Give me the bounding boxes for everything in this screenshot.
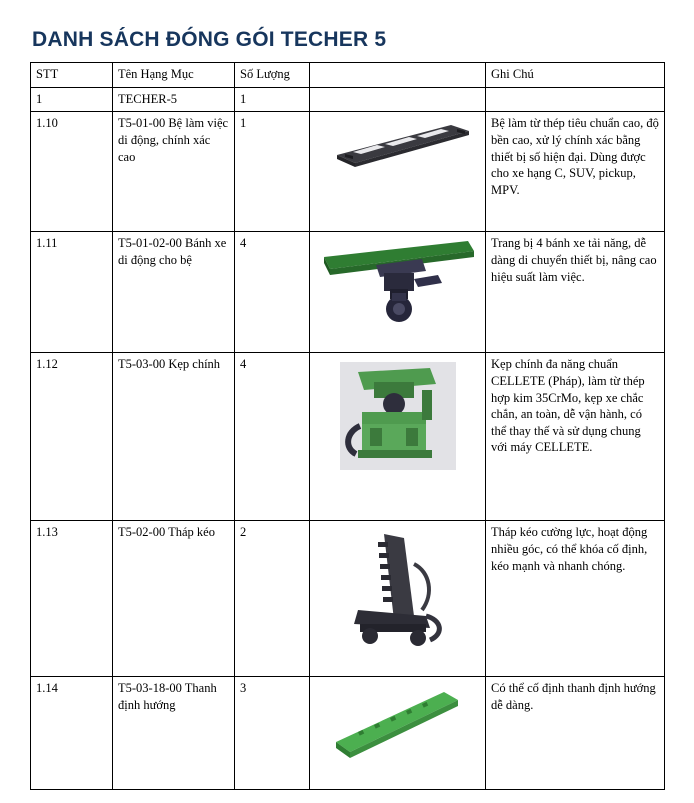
cell-qty: 4	[235, 232, 310, 353]
column-header-note: Ghi Chú	[486, 63, 665, 88]
cell-note	[486, 87, 665, 112]
cell-name: T5-02-00 Tháp kéo	[113, 521, 235, 677]
cell-name: T5-01-00 Bệ làm việc di động, chính xác cao	[113, 112, 235, 232]
cell-note: Có thể cố định thanh định hướng dễ dàng.	[486, 677, 665, 790]
pulling-tower-photo	[315, 524, 480, 656]
table-row	[31, 677, 665, 790]
cell-note: Trang bị 4 bánh xe tải năng, dễ dàng di chuyển thiết bị, nâng cao hiệu suất làm việc.	[486, 232, 665, 353]
cell-image	[310, 232, 486, 353]
cell-qty: 4	[235, 353, 310, 521]
pulling-tower-illustration	[318, 524, 478, 656]
cell-image	[310, 112, 486, 232]
cell-stt: 1.11	[31, 232, 113, 353]
caster-wheel-photo	[315, 235, 480, 330]
cell-qty: 1	[235, 112, 310, 232]
cell-note: Bệ làm từ thép tiêu chuẩn cao, độ bền cao, xử lý chính xác bằng thiết bị số hiện đại. Dùng được cho xe hạng C, SUV, pickup, MPV.	[486, 112, 665, 232]
cell-qty: 2	[235, 521, 310, 677]
cell-stt: 1.10	[31, 112, 113, 232]
cell-note: Kẹp chính đa năng chuẩn CELLETE (Pháp), làm từ thép hợp kim 35CrMo, kẹp xe chắc chắn, an toàn, dễ vận hành, có thể thay thế và sử dụng chung với máy CELLETE.	[486, 353, 665, 521]
cell-image	[310, 677, 486, 790]
cell-stt: 1.14	[31, 677, 113, 790]
cell-image	[310, 353, 486, 521]
cell-name: T5-01-02-00 Bánh xe di động cho bệ	[113, 232, 235, 353]
main-clamp-photo	[315, 356, 480, 476]
cell-name: TECHER-5	[113, 87, 235, 112]
column-header-qty: Số Lượng	[235, 63, 310, 88]
cell-stt: 1.13	[31, 521, 113, 677]
work-platform-illustration	[323, 115, 473, 173]
table-row	[31, 232, 665, 353]
cell-name: T5-03-18-00 Thanh định hướng	[113, 677, 235, 790]
column-header-name: Tên Hạng Mục	[113, 63, 235, 88]
caster-wheel-illustration	[318, 235, 478, 330]
page-title: DANH SÁCH ĐÓNG GÓI TECHER 5	[32, 28, 387, 51]
table-row	[31, 87, 665, 112]
table-header-row	[31, 63, 665, 88]
cell-image	[310, 521, 486, 677]
main-clamp-illustration	[318, 356, 478, 476]
cell-qty: 1	[235, 87, 310, 112]
guide-bar-illustration	[318, 680, 478, 766]
table-row	[31, 112, 665, 232]
cell-image	[310, 87, 486, 112]
cell-stt: 1.12	[31, 353, 113, 521]
cell-stt: 1	[31, 87, 113, 112]
cell-qty: 3	[235, 677, 310, 790]
guide-bar-photo	[315, 680, 480, 766]
table-row	[31, 521, 665, 677]
cell-name: T5-03-00 Kẹp chính	[113, 353, 235, 521]
column-header-image	[310, 63, 486, 88]
table-row	[31, 353, 665, 521]
packing-list-table	[30, 62, 665, 790]
cell-note: Tháp kéo cường lực, hoạt động nhiều góc, có thể khóa cố định, kéo mạnh và nhanh chóng.	[486, 521, 665, 677]
work-platform-photo	[315, 115, 480, 173]
column-header-stt: STT	[31, 63, 113, 88]
